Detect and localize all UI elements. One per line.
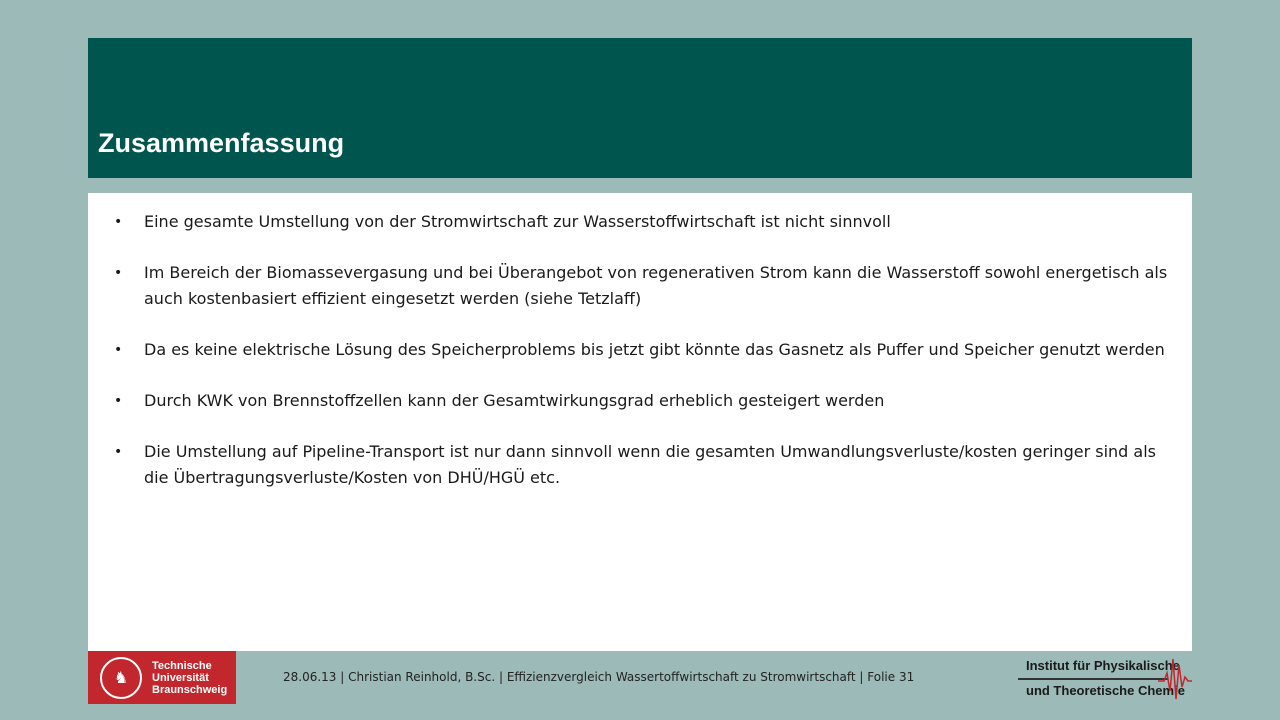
institute-logo-line2: und Theoretische Chemie — [1026, 683, 1185, 698]
bullet-dot-icon: • — [114, 444, 123, 460]
bullet-text: Da es keine elektrische Lösung des Speicherproblems bis jetzt gibt könnte das Gasnetz als Puffer und Speicher genutzt werden — [144, 340, 1165, 359]
footer-text: 28.06.13 | Christian Reinhold, B.Sc. | Effizienzvergleich Wassertoffwirtschaft zu Stromwirtschaft | Folie 31 — [283, 670, 915, 684]
waveform-icon — [1158, 651, 1192, 705]
tu-logo-line1: Technische — [152, 659, 212, 672]
tu-logo-line3: Braunschweig — [152, 683, 228, 696]
tu-logo-line2: Universität — [152, 671, 209, 684]
bullet-text: Im Bereich der Biomassevergasung und bei Überangebot von regenerativen Strom kann die Wasserstoff sowohl energetisch als auch kostenbasiert effizient eingesetzt werden (siehe Tetzlaff) — [144, 263, 1168, 308]
tu-braunschweig-logo — [88, 651, 236, 704]
bullet-dot-icon: • — [114, 342, 123, 358]
bullet-text: Durch KWK von Brennstoffzellen kann der Gesamtwirkungsgrad erheblich gesteigert werden — [144, 391, 885, 410]
bullet-item — [112, 388, 1172, 414]
lion-seal-icon: ♞ — [100, 657, 142, 699]
bullet-list — [112, 209, 1172, 516]
institute-logo — [1018, 651, 1194, 705]
institute-logo-line1: Institut für Physikalische — [1026, 658, 1180, 673]
institute-logo-rule — [1018, 678, 1168, 680]
bullet-item — [112, 337, 1172, 363]
slide-content — [88, 193, 1192, 651]
bullet-dot-icon: • — [114, 393, 123, 409]
bullet-item — [112, 209, 1172, 235]
bullet-text: Die Umstellung auf Pipeline-Transport ist nur dann sinnvoll wenn die gesamten Umwandlungsverluste/kosten geringer sind als die Übertragungsverluste/Kosten von DHÜ/HGÜ etc. — [144, 442, 1156, 487]
bullet-dot-icon: • — [114, 214, 123, 230]
bullet-text: Eine gesamte Umstellung von der Stromwirtschaft zur Wasserstoffwirtschaft ist nicht sinnvoll — [144, 212, 891, 231]
slide-header — [88, 38, 1192, 178]
slide-title: Zusammenfassung — [98, 128, 345, 158]
bullet-item — [112, 439, 1172, 491]
tu-logo-text — [152, 660, 227, 696]
bullet-item — [112, 260, 1172, 312]
bullet-dot-icon: • — [114, 265, 123, 281]
